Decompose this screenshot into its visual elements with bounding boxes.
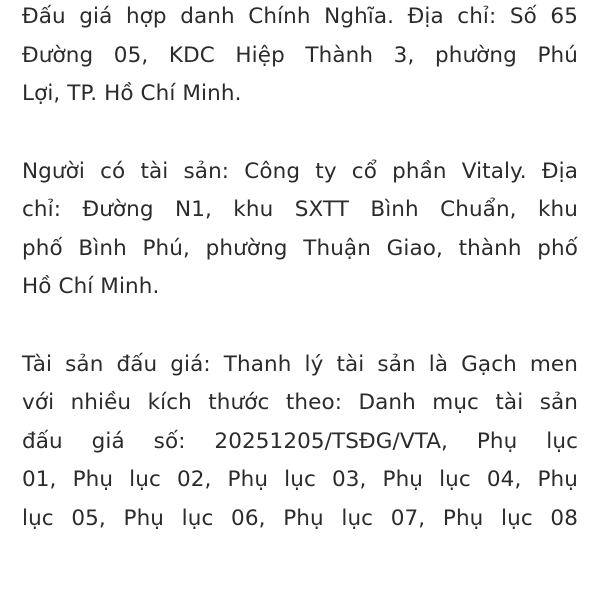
text-line: với nhiều kích thước theo: Danh mục tài sản — [22, 390, 578, 415]
text-line: Tài sản đấu giá: Thanh lý tài sản là Gạch men — [22, 351, 578, 377]
paragraph-auctioneer — [22, 0, 578, 114]
paragraph-auction-asset — [22, 346, 578, 539]
text-line: Người có tài sản: Công ty cổ phần Vitaly. Địa — [22, 158, 578, 184]
text-line: 01, Phụ lục 02, Phụ lục 03, Phụ lục 04, Phụ — [22, 467, 578, 492]
article-body — [22, 0, 578, 538]
text-line: phố Bình Phú, phường Thuận Giao, thành phố — [22, 235, 578, 261]
text-line: chỉ: Đường N1, khu SXTT Bình Chuẩn, khu — [22, 197, 578, 222]
paragraph-spacer — [22, 114, 578, 153]
text-line: đấu giá số: 20251205/TSĐG/VTA, Phụ lục — [22, 428, 578, 454]
text-line: lục 05, Phụ lục 06, Phụ lục 07, Phụ lục 08 — [22, 505, 578, 531]
text-line: Hồ Chí Minh. — [22, 274, 160, 299]
text-line: Đường 05, KDC Hiệp Thành 3, phường Phú — [22, 42, 578, 68]
text-line: Đấu giá hợp danh Chính Nghĩa. Địa chỉ: Số 65 — [22, 4, 578, 29]
paragraph-spacer — [22, 307, 578, 346]
paragraph-asset-owner — [22, 153, 578, 307]
text-line: Lợi, TP. Hồ Chí Minh. — [22, 81, 242, 106]
